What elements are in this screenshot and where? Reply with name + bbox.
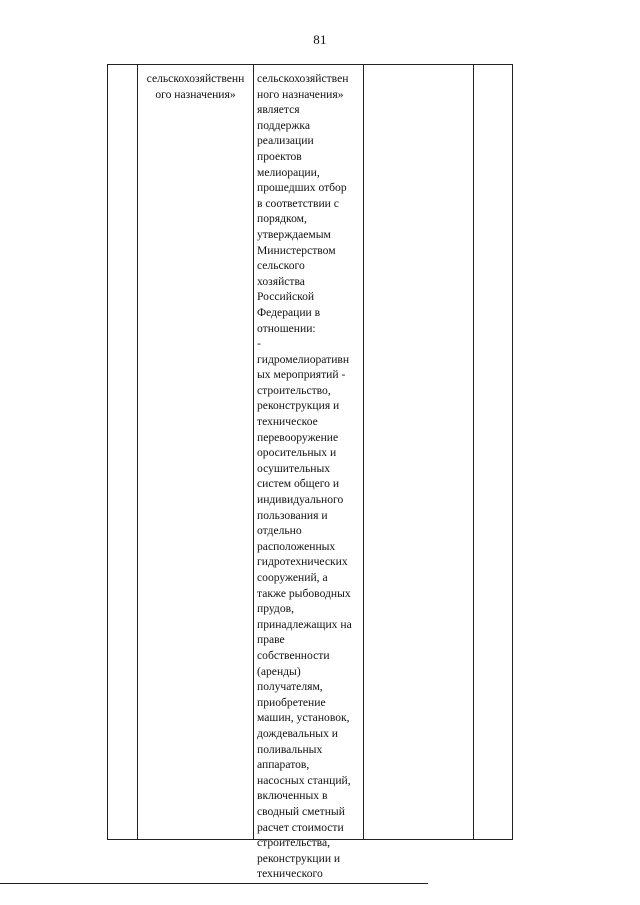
document-table xyxy=(107,64,513,881)
page-number: 81 xyxy=(313,32,327,47)
table-cell-col4 xyxy=(364,65,474,839)
cell-text-col2: сельскохозяйственн ого назначения» xyxy=(146,72,245,101)
cell-text-col4 xyxy=(364,65,473,71)
cell-text-col3: сельскохозяйствен ного назначения» является поддержка реализации проектов мелиорации, прошедших отбор в соответствии с порядком, утверждаемым Министерством сельского хозяйства Российской Федерации в отношении: - гидромелиоративн ых мероприятий - строительство, реконструкция и техническое перевооружение оросительных и осушительных систем общего и индивидуального пользования и отдельно расположенных гидротехнических сооружений, а также рыбоводных прудов, принадлежащих на праве собственности (аренды) получателям, приобретение машин, установок, дождевальных и поливальных аппаратов, насосных станций, включенных в сводный сметный расчет стоимости строительства, реконструкции и технического xyxy=(257,72,352,881)
footer-rule xyxy=(0,883,428,884)
table-cell-col2 xyxy=(138,65,254,839)
table-cell-col3 xyxy=(254,65,364,881)
table-cell-col1 xyxy=(108,65,138,839)
table-cell-col5 xyxy=(474,65,512,839)
cell-text-col1 xyxy=(108,65,137,71)
cell-text-col5 xyxy=(474,65,512,71)
